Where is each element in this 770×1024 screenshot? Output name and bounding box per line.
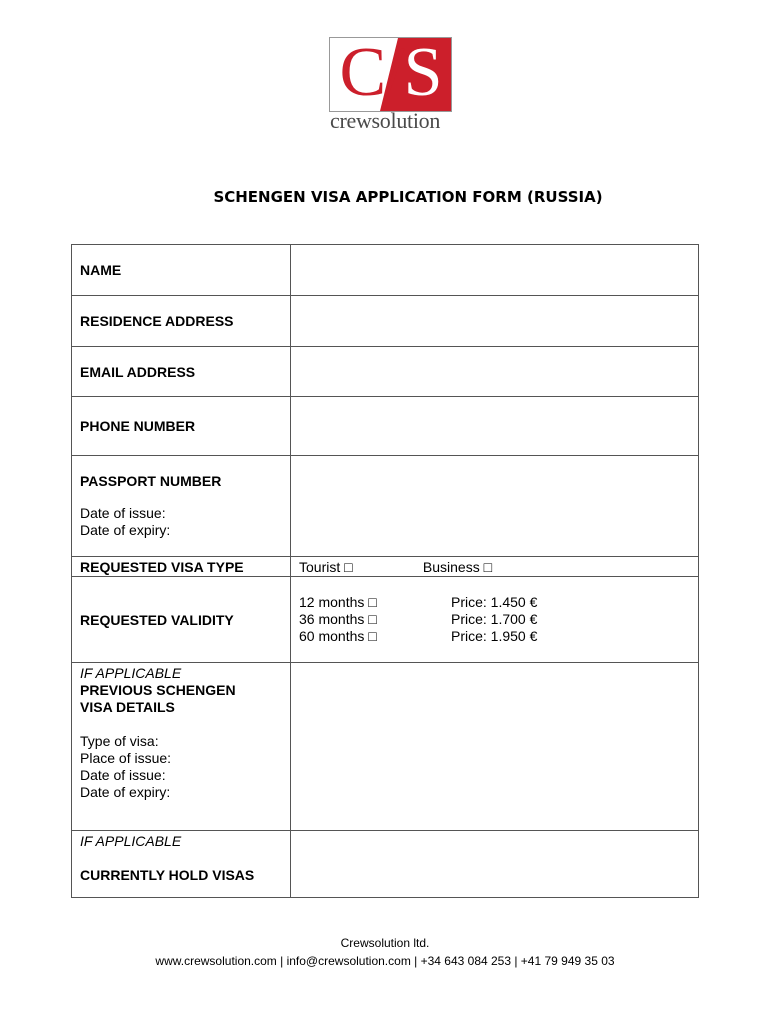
row-phone bbox=[72, 397, 699, 456]
validity-60-checkbox[interactable]: 60 months □ bbox=[299, 628, 377, 644]
validity-60-price: Price: 1.950 € bbox=[451, 628, 538, 644]
validity-36-checkbox[interactable]: 36 months □ bbox=[299, 611, 377, 627]
previous-visa-cell bbox=[72, 663, 291, 831]
row-email bbox=[72, 347, 699, 397]
validity-option bbox=[299, 594, 690, 611]
passport-date-issue: Date of issue: bbox=[80, 505, 166, 521]
previous-issue: Date of issue: bbox=[80, 767, 166, 783]
footer bbox=[0, 934, 770, 970]
footer-contacts: www.crewsolution.com | info@crewsolution.com | +34 643 084 253 | +41 79 949 35 03 bbox=[155, 954, 615, 968]
passport-field[interactable] bbox=[291, 456, 699, 557]
residence-label: RESIDENCE ADDRESS bbox=[72, 296, 291, 347]
row-name bbox=[72, 245, 699, 296]
visa-tourist-checkbox[interactable]: Tourist □ bbox=[299, 558, 353, 575]
previous-expiry: Date of expiry: bbox=[80, 784, 171, 800]
passport-label: PASSPORT NUMBER bbox=[80, 473, 222, 489]
current-if-applicable: IF APPLICABLE bbox=[80, 833, 182, 849]
name-field[interactable] bbox=[291, 245, 699, 296]
previous-if-applicable: IF APPLICABLE bbox=[80, 665, 182, 681]
crewsolution-logo bbox=[329, 37, 453, 133]
previous-label-line2: VISA DETAILS bbox=[80, 699, 175, 715]
email-label: EMAIL ADDRESS bbox=[72, 347, 291, 397]
email-field[interactable] bbox=[291, 347, 699, 397]
validity-12-price: Price: 1.450 € bbox=[451, 594, 538, 610]
previous-label-line1: PREVIOUS SCHENGEN bbox=[80, 682, 236, 698]
row-previous-visa bbox=[72, 663, 699, 831]
logo-wordmark: crewsolution bbox=[330, 108, 441, 133]
validity-options bbox=[291, 577, 699, 663]
previous-place: Place of issue: bbox=[80, 750, 172, 766]
residence-field[interactable] bbox=[291, 296, 699, 347]
visa-business-checkbox[interactable]: Business □ bbox=[422, 558, 493, 575]
passport-cell bbox=[72, 456, 291, 557]
logo-letters: C/S bbox=[339, 37, 442, 111]
form-title: SCHENGEN VISA APPLICATION FORM (RUSSIA) bbox=[213, 188, 603, 206]
current-visas-label: CURRENTLY HOLD VISAS bbox=[80, 867, 255, 883]
validity-12-checkbox[interactable]: 12 months □ bbox=[299, 594, 377, 610]
logo-box bbox=[329, 37, 452, 112]
application-form-table bbox=[71, 244, 699, 898]
validity-label: REQUESTED VALIDITY bbox=[72, 577, 291, 663]
footer-company: Crewsolution ltd. bbox=[340, 936, 430, 950]
previous-visa-field[interactable] bbox=[291, 663, 699, 831]
current-visas-cell bbox=[72, 831, 291, 898]
validity-option bbox=[299, 611, 690, 628]
visa-type-label: REQUESTED VISA TYPE bbox=[72, 557, 291, 577]
row-visa-type bbox=[72, 557, 699, 577]
phone-field[interactable] bbox=[291, 397, 699, 456]
current-visas-field[interactable] bbox=[291, 831, 699, 898]
row-passport bbox=[72, 456, 699, 557]
passport-date-expiry: Date of expiry: bbox=[80, 522, 171, 538]
validity-option bbox=[299, 628, 690, 645]
row-current-visas bbox=[72, 831, 699, 898]
validity-36-price: Price: 1.700 € bbox=[451, 611, 538, 627]
row-validity bbox=[72, 577, 699, 663]
row-residence bbox=[72, 296, 699, 347]
name-label: NAME bbox=[72, 245, 291, 296]
phone-label: PHONE NUMBER bbox=[72, 397, 291, 456]
visa-type-options bbox=[291, 557, 699, 577]
previous-type: Type of visa: bbox=[80, 733, 159, 749]
